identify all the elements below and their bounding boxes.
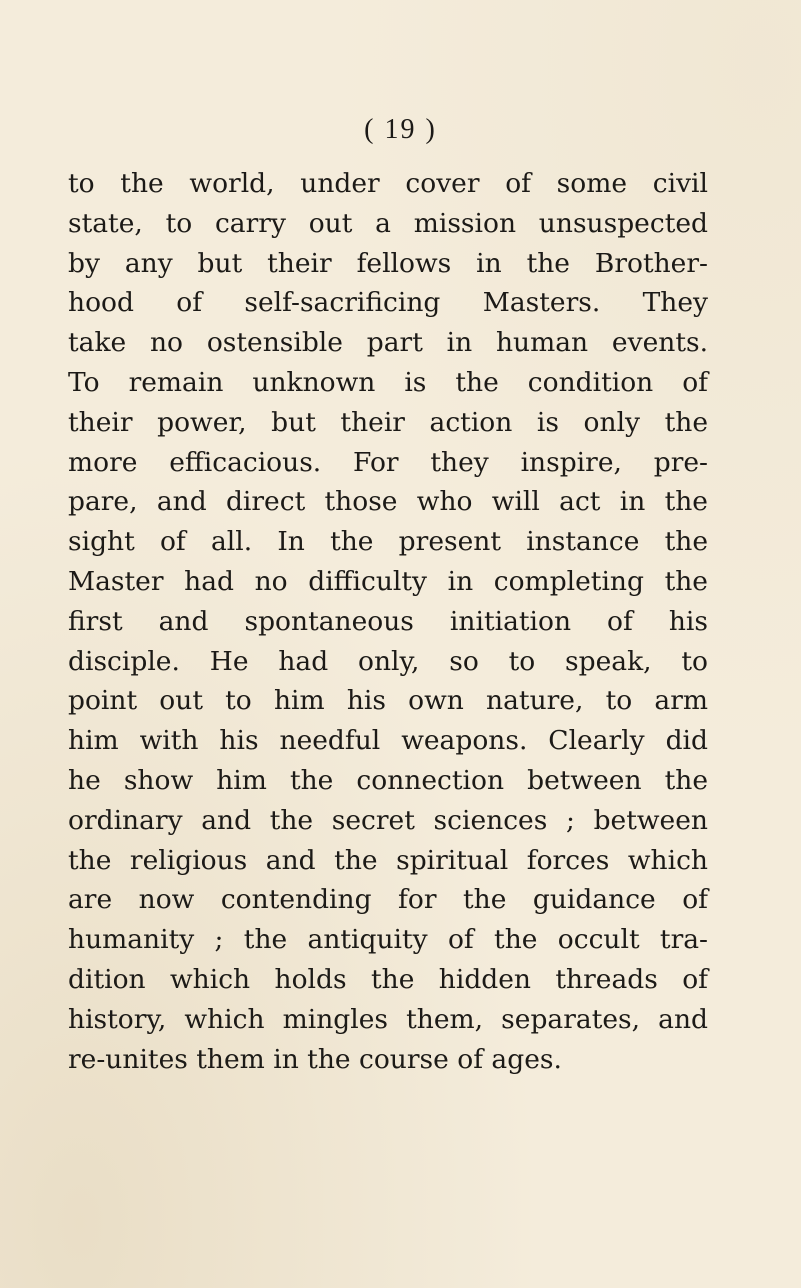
text-line: humanity ; the antiquity of the occult tra- [68, 924, 708, 956]
text-line: dition which holds the hidden threads of [68, 963, 708, 995]
text-line: re-unites them in the course of ages. [68, 1043, 562, 1075]
page-number: ( 19 ) [364, 114, 437, 145]
text-line: the religious and the spiritual forces which [68, 844, 708, 876]
text-line: ordinary and the secret sciences ; between [68, 804, 708, 836]
text-line: sight of all. In the present instance the [68, 526, 708, 558]
text-line: he show him the connection between the [68, 764, 708, 796]
text-line: state, to carry out a mission unsuspected [68, 207, 708, 239]
text-line: him with his needful weapons. Clearly did [68, 725, 708, 757]
text-line: To remain unknown is the condition of [68, 366, 708, 398]
text-line: first and spontaneous initiation of his [68, 605, 708, 637]
text-line: hood of self-sacrificing Masters. They [68, 287, 708, 319]
text-line: are now contending for the guidance of [68, 884, 708, 916]
text-line: by any but their fellows in the Brother- [68, 247, 708, 279]
text-line: Master had no difficulty in completing the [68, 565, 708, 597]
text-line: to the world, under cover of some civil [68, 168, 708, 199]
text-line: disciple. He had only, so to speak, to [68, 645, 708, 677]
text-line: take no ostensible part in human events. [68, 327, 708, 359]
text-line: pare, and direct those who will act in the [68, 486, 708, 518]
text-line: their power, but their action is only the [68, 406, 708, 438]
text-line: history, which mingles them, separates, and [68, 1003, 708, 1035]
text-line: point out to him his own nature, to arm [68, 685, 708, 717]
body-text [68, 164, 708, 1079]
text-line: more efficacious. For they inspire, pre- [68, 446, 708, 478]
